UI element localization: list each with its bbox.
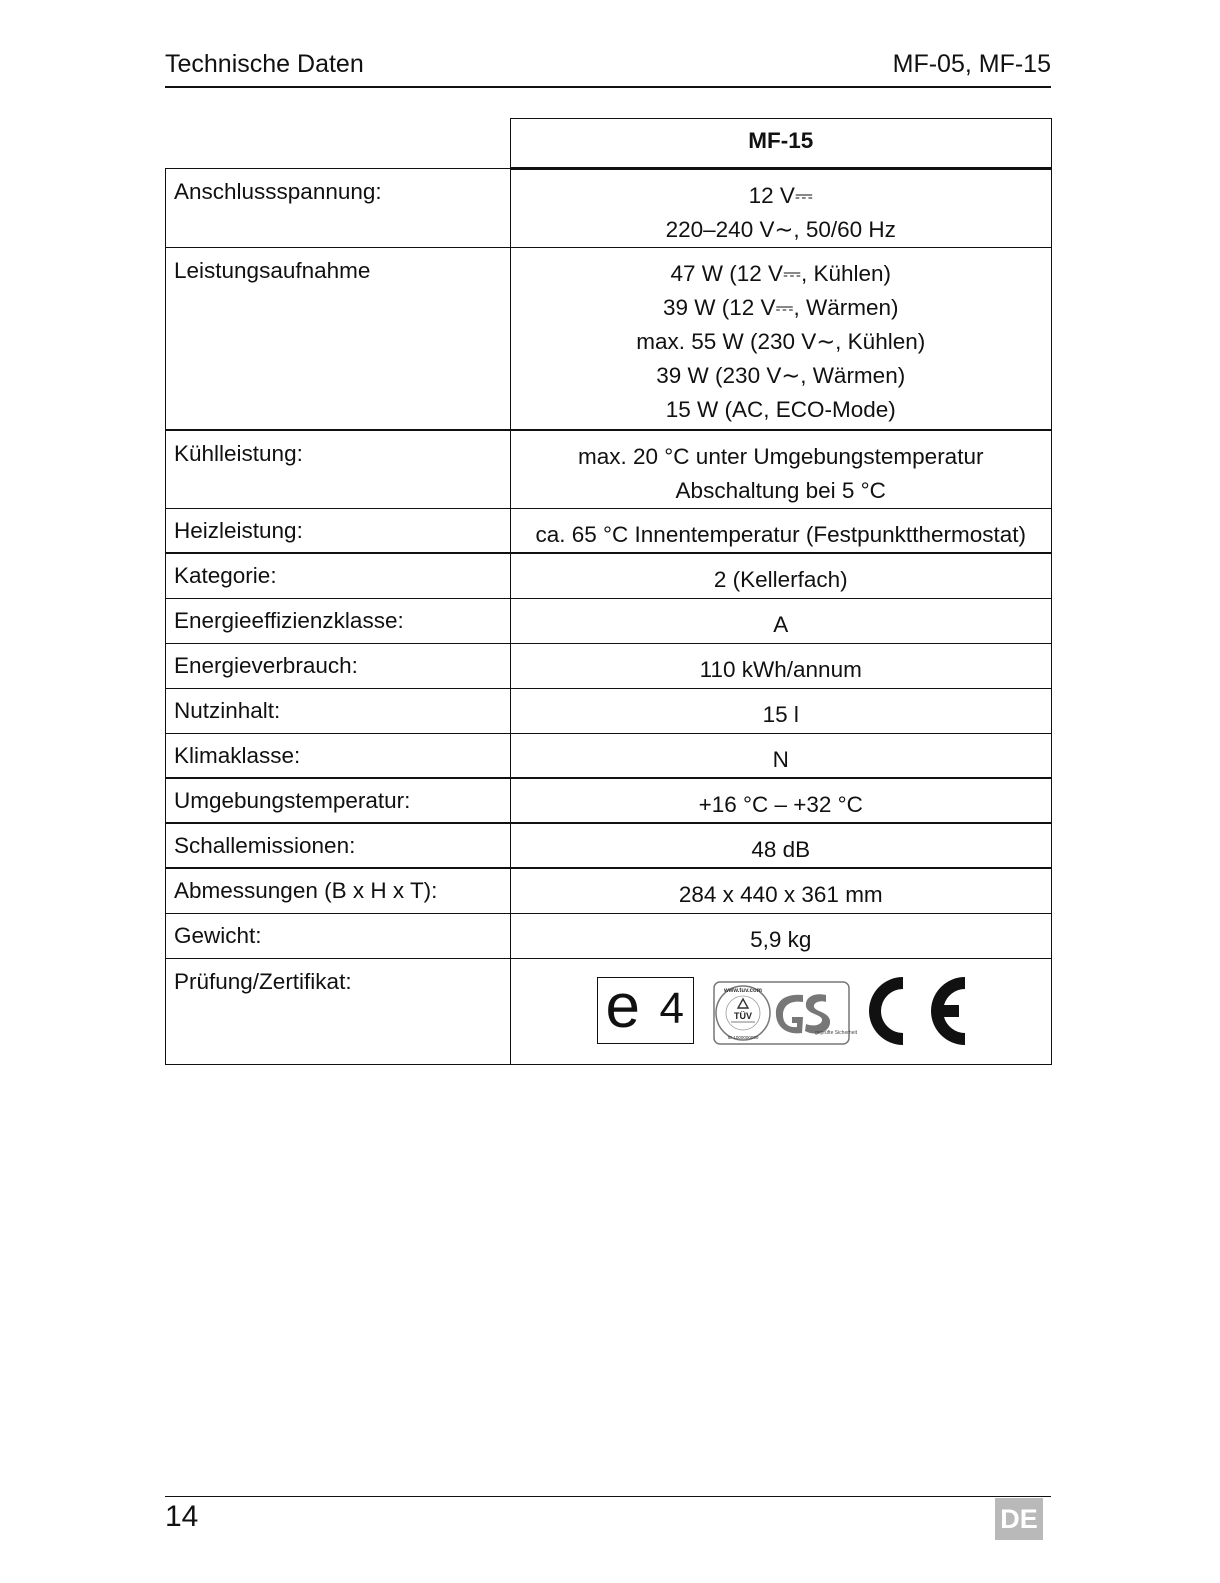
value-line: max. 55 W (230 V∼, Kühlen) (636, 329, 926, 354)
table-row (166, 778, 1052, 823)
section-title: Technische Daten (165, 50, 364, 78)
value-line: 284 x 440 x 361 mm (678, 882, 883, 907)
model-header-cell: MF-15 (510, 119, 1052, 169)
table-row (166, 688, 1052, 733)
value-line: 2 (Kellerfach) (713, 567, 848, 592)
ce-mark-logo (859, 973, 971, 1049)
row-label: Heizleistung: (166, 508, 511, 553)
value-line: Abschaltung bei 5 °C (675, 477, 886, 503)
tuv-name: TÜV (733, 1010, 752, 1021)
value-line: max. 20 °C unter Umgebungstemperatur (578, 443, 984, 469)
spec-table (165, 118, 1052, 1065)
row-value (510, 248, 1052, 430)
row-value (510, 688, 1052, 733)
row-label: Schallemissionen: (166, 823, 511, 868)
row-value (510, 823, 1052, 868)
value-line: +16 °C – +32 °C (698, 792, 863, 817)
e-mark-letter: e (605, 971, 640, 1041)
row-value (510, 598, 1052, 643)
row-label: Anschlussspannung: (166, 169, 511, 248)
row-value (510, 169, 1052, 248)
table-row (166, 913, 1052, 958)
value-line: 47 W (12 V⎓, Kühlen) (670, 261, 892, 286)
row-value (510, 553, 1052, 598)
row-label: Energieverbrauch: (166, 643, 511, 688)
table-row (166, 598, 1052, 643)
page-header (165, 48, 1051, 88)
value-line: 48 dB (751, 837, 811, 862)
certificates-cell (510, 958, 1052, 1064)
value-line: 12 V⎓ (748, 183, 813, 208)
value-line: 39 W (12 V⎓, Wärmen) (662, 295, 899, 320)
row-label: Nutzinhalt: (166, 688, 511, 733)
table-row (166, 823, 1052, 868)
row-label: Leistungsaufnahme (166, 248, 511, 430)
value-line: 15 l (762, 701, 799, 727)
row-label: Energieeffizienzklasse: (166, 598, 511, 643)
certificate-logos (511, 959, 1052, 1059)
value-line: 110 kWh/annum (699, 656, 862, 682)
row-label: Prüfung/Zertifikat: (166, 958, 511, 1064)
value-line: ca. 65 °C Innentemperatur (Festpunktthermostat) (535, 521, 1026, 547)
table-row (166, 508, 1052, 553)
tuv-gs-logo (713, 981, 857, 1045)
table-row (166, 868, 1052, 913)
value-line: 5,9 kg (750, 926, 812, 952)
value-line: A (773, 611, 789, 637)
table-row (166, 733, 1052, 778)
row-value (510, 508, 1052, 553)
table-row (166, 553, 1052, 598)
row-value (510, 913, 1052, 958)
table-row (166, 248, 1052, 430)
table-row (166, 643, 1052, 688)
value-line: N (772, 746, 789, 772)
tuv-id: ID 1000000000 (727, 1034, 758, 1040)
language-badge: DE (995, 1498, 1043, 1540)
value-line: 15 W (AC, ECO-Mode) (665, 397, 896, 422)
row-label: Abmessungen (B x H x T): (166, 868, 511, 913)
row-label: Kategorie: (166, 553, 511, 598)
value-line: 220–240 V∼, 50/60 Hz (665, 217, 896, 242)
page-number: 14 (165, 1500, 199, 1533)
row-value (510, 778, 1052, 823)
e-mark-logo (597, 971, 694, 1044)
row-value (510, 868, 1052, 913)
e-mark-number: 4 (659, 983, 684, 1033)
row-label: Umgebungstemperatur: (166, 778, 511, 823)
row-value (510, 643, 1052, 688)
row-label: Klimaklasse: (166, 733, 511, 778)
row-label: Kühlleistung: (166, 430, 511, 509)
model-names: MF-05, MF-15 (892, 50, 1051, 78)
row-value (510, 430, 1052, 509)
table-row (166, 430, 1052, 509)
table-row (166, 169, 1052, 248)
row-value (510, 733, 1052, 778)
gs-text: geprüfte Sicherheit (814, 1029, 857, 1036)
table-row (166, 958, 1052, 1064)
footer-divider (165, 1496, 1051, 1497)
tuv-url: www.tuv.com (723, 987, 762, 994)
header-blank-cell (166, 119, 511, 169)
value-line: 39 W (230 V∼, Wärmen) (656, 363, 906, 388)
row-label: Gewicht: (166, 913, 511, 958)
table-header-row (166, 119, 1052, 169)
